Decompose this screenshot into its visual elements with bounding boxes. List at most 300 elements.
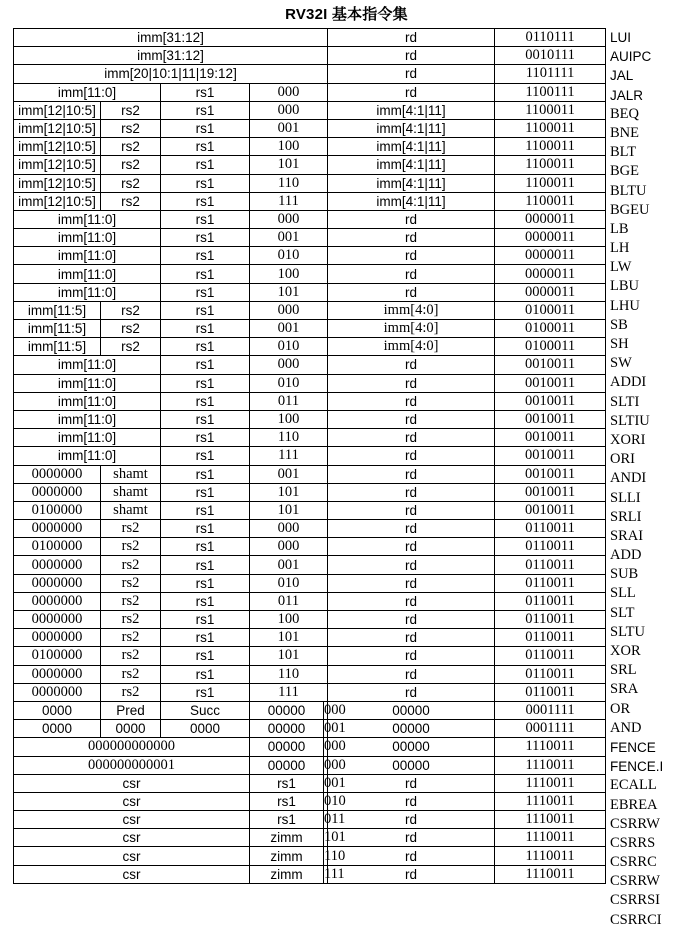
encoding-field-cell: zimm — [250, 865, 324, 883]
instruction-mnemonic: SUB — [610, 566, 639, 583]
encoding-field-cell: rd — [328, 592, 495, 610]
instruction-mnemonic: AUIPC — [610, 49, 652, 65]
instruction-row — [14, 301, 606, 319]
instruction-mnemonic: SRL — [610, 662, 637, 679]
encoding-field-cell: 000000000000 — [14, 738, 250, 756]
encoding-field-cell: 0000 — [101, 720, 161, 738]
instruction-mnemonic: CSRRC — [610, 854, 657, 871]
encoding-field-cell: 1100011 — [495, 156, 606, 174]
encoding-field-cell: rd — [328, 210, 495, 228]
instruction-mnemonic: CSRRSI — [610, 892, 660, 909]
encoding-field-cell: imm[11:0] — [14, 210, 161, 228]
encoding-field-cell: 0000000 — [14, 592, 101, 610]
encoding-field-cell: rd — [328, 520, 495, 538]
instruction-row — [14, 392, 606, 410]
encoding-field-cell: rd — [328, 829, 495, 847]
encoding-field-cell: shamt — [101, 501, 161, 519]
instruction-row — [14, 29, 606, 47]
encoding-field-cell: 000 — [250, 83, 328, 101]
encoding-field-cell: 000 — [250, 210, 328, 228]
instruction-mnemonic: SB — [610, 316, 628, 333]
instruction-mnemonic: LW — [610, 259, 632, 276]
encoding-field-cell: rs1 — [161, 538, 250, 556]
encoding-field-cell: 100 — [250, 410, 328, 428]
encoding-field-cell: rs1 — [161, 265, 250, 283]
encoding-field-cell: 000000000001 — [14, 756, 250, 774]
instruction-row — [14, 447, 606, 465]
instruction-mnemonic: SLTIU — [610, 412, 650, 429]
encoding-field-cell: 0100011 — [495, 320, 606, 338]
encoding-field-cell: rs1 — [161, 556, 250, 574]
encoding-field-cell: rd — [328, 247, 495, 265]
encoding-field-cell: 0100000 — [14, 538, 101, 556]
instruction-mnemonic: SH — [610, 336, 629, 352]
instruction-mnemonic: BNE — [610, 124, 639, 141]
instruction-row — [14, 483, 606, 501]
encoding-field-cell: 011 — [250, 592, 328, 610]
encoding-field-cell: rs2 — [101, 520, 161, 538]
instruction-row — [14, 501, 606, 519]
encoding-field-cell: rd — [328, 392, 495, 410]
encoding-field-cell: rs2 — [101, 119, 161, 137]
encoding-field-cell: imm[11:0] — [14, 229, 161, 247]
instruction-row — [14, 356, 606, 374]
instruction-row — [14, 683, 606, 701]
encoding-field-cell: rd — [328, 483, 495, 501]
encoding-field-cell: imm[12|10:5] — [14, 156, 101, 174]
encoding-field-cell: 110 — [250, 665, 328, 683]
encoding-field-cell: 101 — [250, 501, 328, 519]
encoding-field-cell: 0000000 — [14, 465, 101, 483]
encoding-field-cell: rd — [328, 865, 495, 883]
encoding-field-cell: rs2 — [101, 556, 161, 574]
instruction-row — [14, 65, 606, 83]
instruction-row — [14, 247, 606, 265]
encoding-field-cell: 00000 — [328, 756, 495, 774]
instruction-row — [14, 574, 606, 592]
instruction-mnemonic: SRAI — [610, 527, 644, 544]
encoding-field-cell: 111 — [250, 447, 328, 465]
encoding-field-cell: rd — [328, 429, 495, 447]
encoding-field-cell: 0010011 — [495, 447, 606, 465]
instruction-row — [14, 665, 606, 683]
instruction-mnemonic: SRLI — [610, 508, 642, 525]
encoding-field-cell: rs1 — [161, 683, 250, 701]
encoding-field-cell: 0000000 — [14, 483, 101, 501]
encoding-field-cell: 0010111 — [495, 47, 606, 65]
encoding-field-cell: rs1 — [161, 629, 250, 647]
encoding-field-cell: 111 — [250, 683, 328, 701]
encoding-field-cell: imm[12|10:5] — [14, 119, 101, 137]
encoding-field-cell: rs2 — [101, 683, 161, 701]
encoding-field-cell: imm[11:0] — [14, 410, 161, 428]
instruction-mnemonic: LB — [610, 220, 629, 237]
encoding-field-cell: csr — [14, 774, 250, 792]
encoding-field-cell: rs1 — [161, 192, 250, 210]
encoding-field-cell: 0000000 — [14, 665, 101, 683]
encoding-field-cell: 00000 — [250, 738, 324, 756]
encoding-field-cell: rd — [328, 811, 495, 829]
encoding-field-cell: 100 — [250, 265, 328, 283]
encoding-field-cell: 0000000 — [14, 520, 101, 538]
encoding-field-cell: 1110011 — [495, 774, 606, 792]
encoding-field-cell: 00000 — [250, 756, 324, 774]
encoding-field-cell: 0010011 — [495, 429, 606, 447]
encoding-field-cell: 001 — [250, 229, 328, 247]
encoding-field-cell: 010 — [250, 374, 328, 392]
encoding-field-cell: 000 — [250, 301, 328, 319]
instruction-mnemonic: BEQ — [610, 105, 639, 122]
encoding-field-cell: 0110011 — [495, 574, 606, 592]
instruction-row — [14, 629, 606, 647]
encoding-field-cell: rd — [328, 847, 495, 865]
encoding-field-cell: 0110011 — [495, 647, 606, 665]
encoding-field-cell: 110 — [250, 429, 328, 447]
encoding-field-cell: 0000000 — [14, 611, 101, 629]
encoding-field-cell: rd — [328, 683, 495, 701]
instruction-mnemonic: JAL — [610, 68, 634, 84]
encoding-field-cell: 111 — [250, 192, 328, 210]
encoding-field-cell: rs1 — [161, 465, 250, 483]
encoding-field-cell: 000 — [250, 538, 328, 556]
encoding-field-cell: 0110011 — [495, 629, 606, 647]
encoding-field-cell: 00000 — [328, 720, 495, 738]
encoding-field-cell: rs1 — [161, 392, 250, 410]
encoding-field-cell: imm[4:0] — [328, 301, 495, 319]
encoding-field-cell: rd — [328, 447, 495, 465]
encoding-field-cell: 1110011 — [495, 847, 606, 865]
instruction-mnemonic: OR — [610, 700, 631, 717]
encoding-field-cell: rs1 — [161, 501, 250, 519]
encoding-field-cell: csr — [14, 792, 250, 810]
encoding-field-cell: rs2 — [101, 338, 161, 356]
encoding-field-cell: imm[12|10:5] — [14, 192, 101, 210]
encoding-field-cell: imm[11:0] — [14, 429, 161, 447]
encoding-field-cell: imm[4:0] — [328, 338, 495, 356]
encoding-field-cell: rs1 — [161, 229, 250, 247]
encoding-field-cell: rs1 — [250, 811, 324, 829]
instruction-row — [14, 283, 606, 301]
encoding-field-cell: 011 — [250, 392, 328, 410]
instruction-row — [14, 592, 606, 610]
encoding-field-cell: rd — [328, 774, 495, 792]
encoding-field-cell: 0000 — [14, 701, 101, 719]
encoding-field-cell: 1100011 — [495, 119, 606, 137]
encoding-field-cell: rs1 — [161, 374, 250, 392]
instruction-mnemonic: SLT — [610, 604, 635, 621]
instruction-row — [14, 320, 606, 338]
instruction-mnemonic: SW — [610, 355, 632, 372]
encoding-field-cell: rs1 — [161, 301, 250, 319]
encoding-field-cell: imm[4:1|11] — [328, 119, 495, 137]
encoding-field-cell: imm[11:0] — [14, 447, 161, 465]
instruction-mnemonic: ADD — [610, 547, 642, 564]
encoding-field-cell: 0110011 — [495, 611, 606, 629]
encoding-field-cell: imm[31:12] — [14, 29, 328, 47]
encoding-field-cell: rd — [328, 556, 495, 574]
instruction-row — [14, 811, 606, 829]
encoding-field-cell: 0110011 — [495, 556, 606, 574]
encoding-field-cell: 1100011 — [495, 174, 606, 192]
instruction-row — [14, 374, 606, 392]
encoding-field-cell: 000 — [250, 101, 328, 119]
encoding-field-cell: rd — [328, 265, 495, 283]
encoding-field-cell: 1101111 — [495, 65, 606, 83]
encoding-field-cell: 0110011 — [495, 592, 606, 610]
encoding-field-cell: rd — [328, 47, 495, 65]
encoding-field-cell: rs1 — [161, 138, 250, 156]
instruction-row — [14, 538, 606, 556]
instruction-row — [14, 738, 606, 756]
encoding-field-cell: 0000000 — [14, 629, 101, 647]
encoding-field-cell: 000 — [324, 738, 346, 755]
encoding-field-cell: 0010011 — [495, 374, 606, 392]
instruction-mnemonic: AND — [610, 719, 642, 736]
encoding-field-cell: 1100011 — [495, 138, 606, 156]
encoding-field-cell: 000 — [324, 702, 346, 719]
encoding-field-cell: rd — [328, 356, 495, 374]
instruction-row — [14, 647, 606, 665]
instruction-encoding-table — [13, 28, 606, 884]
encoding-field-cell: rs1 — [161, 83, 250, 101]
instruction-mnemonic: LH — [610, 240, 630, 257]
encoding-field-cell: rs2 — [101, 156, 161, 174]
encoding-field-cell: rd — [328, 501, 495, 519]
encoding-field-cell: 1110011 — [495, 829, 606, 847]
encoding-field-cell: 0110011 — [495, 520, 606, 538]
encoding-field-cell: rd — [328, 538, 495, 556]
instruction-row — [14, 465, 606, 483]
instruction-mnemonic: CSRRCI — [610, 911, 662, 928]
encoding-field-cell: imm[11:0] — [14, 283, 161, 301]
encoding-field-cell: 0000011 — [495, 229, 606, 247]
encoding-field-cell: imm[4:1|11] — [328, 101, 495, 119]
instruction-mnemonic: FENCE.I — [610, 759, 664, 775]
encoding-field-cell: 0010011 — [495, 356, 606, 374]
encoding-field-cell: rs1 — [161, 574, 250, 592]
encoding-field-cell: rd — [328, 647, 495, 665]
instruction-row — [14, 520, 606, 538]
encoding-field-cell: rs2 — [101, 574, 161, 592]
encoding-field-cell: 00000 — [250, 701, 324, 719]
instruction-row — [14, 47, 606, 65]
encoding-field-cell: rs1 — [161, 156, 250, 174]
instruction-mnemonic: FENCE — [610, 739, 656, 755]
encoding-field-cell: Succ — [161, 701, 250, 719]
encoding-field-cell: 0000000 — [14, 556, 101, 574]
instruction-mnemonic: LHU — [610, 297, 640, 314]
instruction-table-body — [14, 29, 606, 884]
encoding-field-cell: rs1 — [161, 520, 250, 538]
encoding-field-cell: 001 — [250, 465, 328, 483]
instruction-mnemonic: JALR — [610, 87, 644, 103]
encoding-field-cell: 0010011 — [495, 483, 606, 501]
instruction-row — [14, 338, 606, 356]
encoding-field-cell: 100 — [250, 611, 328, 629]
encoding-field-cell: rd — [328, 574, 495, 592]
instruction-row — [14, 119, 606, 137]
encoding-field-cell: 1110011 — [495, 738, 606, 756]
encoding-field-cell: imm[11:5] — [14, 301, 101, 319]
instruction-row — [14, 210, 606, 228]
encoding-field-cell: rd — [328, 29, 495, 47]
instruction-row — [14, 174, 606, 192]
encoding-field-cell: 0010011 — [495, 465, 606, 483]
encoding-field-cell: rd — [328, 374, 495, 392]
encoding-field-cell: 0000011 — [495, 265, 606, 283]
encoding-field-cell: imm[4:1|11] — [328, 138, 495, 156]
instruction-mnemonic: ECALL — [610, 777, 657, 794]
encoding-field-cell: imm[12|10:5] — [14, 138, 101, 156]
encoding-field-cell: rd — [328, 792, 495, 810]
encoding-field-cell: 0000011 — [495, 247, 606, 265]
instruction-mnemonic: SRA — [610, 681, 639, 698]
encoding-field-cell: 111 — [324, 865, 345, 882]
encoding-field-cell: rs1 — [161, 101, 250, 119]
encoding-field-cell: rs1 — [161, 283, 250, 301]
encoding-field-cell: rs1 — [161, 210, 250, 228]
encoding-field-cell: 0000000 — [14, 574, 101, 592]
instruction-row — [14, 192, 606, 210]
encoding-field-cell: 000 — [250, 520, 328, 538]
instruction-row — [14, 829, 606, 847]
encoding-field-cell: rd — [328, 410, 495, 428]
instruction-mnemonic: CSRRS — [610, 834, 656, 851]
encoding-field-cell: 001 — [250, 556, 328, 574]
encoding-field-cell: 00000 — [250, 720, 324, 738]
encoding-field-cell: shamt — [101, 465, 161, 483]
encoding-field-cell: 0010011 — [495, 392, 606, 410]
instruction-row — [14, 229, 606, 247]
encoding-field-cell: csr — [14, 811, 250, 829]
encoding-field-cell: 1100111 — [495, 83, 606, 101]
encoding-field-cell: imm[4:1|11] — [328, 192, 495, 210]
encoding-field-cell: rs1 — [161, 119, 250, 137]
encoding-field-cell: 0001111 — [495, 701, 606, 719]
encoding-field-cell: rs1 — [161, 447, 250, 465]
encoding-field-cell: rd — [328, 229, 495, 247]
instruction-mnemonic: XOR — [610, 643, 641, 659]
encoding-field-cell: imm[11:0] — [14, 247, 161, 265]
encoding-field-cell: imm[11:0] — [14, 356, 161, 374]
page-title: RV32I 基本指令集 — [285, 6, 408, 23]
encoding-field-cell: rd — [328, 83, 495, 101]
instruction-row — [14, 847, 606, 865]
encoding-field-cell: shamt — [101, 483, 161, 501]
encoding-field-cell: 1100011 — [495, 192, 606, 210]
encoding-field-cell: 0110011 — [495, 665, 606, 683]
instruction-row — [14, 101, 606, 119]
encoding-field-cell: 1110011 — [495, 792, 606, 810]
encoding-field-cell: 0010011 — [495, 410, 606, 428]
encoding-field-cell: imm[31:12] — [14, 47, 328, 65]
instruction-row — [14, 611, 606, 629]
encoding-field-cell: imm[11:5] — [14, 320, 101, 338]
instruction-row — [14, 792, 606, 810]
mnemonic-column — [610, 28, 693, 930]
encoding-field-cell: zimm — [250, 847, 324, 865]
instruction-mnemonic: ADDI — [610, 374, 647, 391]
encoding-field-cell: 011 — [324, 811, 346, 828]
encoding-field-cell: 0000000 — [14, 683, 101, 701]
encoding-field-cell: 0110011 — [495, 683, 606, 701]
encoding-field-cell: rd — [328, 283, 495, 301]
encoding-field-cell: csr — [14, 829, 250, 847]
instruction-row — [14, 556, 606, 574]
encoding-field-cell: rd — [328, 629, 495, 647]
encoding-field-cell: rs2 — [101, 320, 161, 338]
encoding-field-cell: 1110011 — [495, 865, 606, 883]
encoding-field-cell: imm[11:0] — [14, 265, 161, 283]
encoding-field-cell: 1100011 — [495, 101, 606, 119]
encoding-field-cell: 001 — [250, 320, 328, 338]
instruction-row — [14, 410, 606, 428]
encoding-field-cell: imm[20|10:1|11|19:12] — [14, 65, 328, 83]
encoding-field-cell: 00000 — [328, 738, 495, 756]
encoding-field-cell: rs1 — [161, 483, 250, 501]
encoding-field-cell: 0000011 — [495, 210, 606, 228]
encoding-field-cell: 110 — [324, 847, 346, 864]
encoding-field-cell: 0100011 — [495, 301, 606, 319]
encoding-field-cell: 0000 — [161, 720, 250, 738]
instruction-row — [14, 138, 606, 156]
instruction-row — [14, 774, 606, 792]
encoding-field-cell: 0000 — [14, 720, 101, 738]
encoding-field-cell: 000 — [250, 356, 328, 374]
encoding-field-cell: 101 — [250, 156, 328, 174]
encoding-field-cell: rs1 — [161, 429, 250, 447]
encoding-field-cell: 101 — [250, 483, 328, 501]
encoding-field-cell: 001 — [324, 774, 346, 791]
instruction-row — [14, 701, 606, 719]
encoding-field-cell: rs1 — [161, 247, 250, 265]
encoding-field-cell: rs1 — [161, 611, 250, 629]
instruction-mnemonic: SLTI — [610, 393, 640, 410]
encoding-field-cell: 101 — [250, 629, 328, 647]
encoding-field-cell: imm[4:0] — [328, 320, 495, 338]
encoding-field-cell: zimm — [250, 829, 324, 847]
encoding-field-cell: Pred — [101, 701, 161, 719]
encoding-field-cell: 101 — [250, 647, 328, 665]
instruction-mnemonic: SLLI — [610, 489, 641, 506]
encoding-field-cell: rs1 — [161, 338, 250, 356]
encoding-field-cell: rs1 — [161, 320, 250, 338]
encoding-field-cell: rs1 — [161, 665, 250, 683]
encoding-field-cell: rs1 — [161, 647, 250, 665]
encoding-field-cell: rs1 — [250, 774, 324, 792]
instruction-mnemonic: SLTU — [610, 623, 645, 640]
encoding-field-cell: 010 — [250, 247, 328, 265]
encoding-field-cell: 0000011 — [495, 283, 606, 301]
encoding-field-cell: rs2 — [101, 174, 161, 192]
encoding-field-cell: 001 — [324, 720, 346, 737]
encoding-field-cell: 000 — [324, 756, 346, 773]
encoding-field-cell: imm[4:1|11] — [328, 156, 495, 174]
encoding-field-cell: 0110011 — [495, 538, 606, 556]
encoding-field-cell: imm[11:5] — [14, 338, 101, 356]
instruction-mnemonic: BLT — [610, 144, 637, 161]
encoding-field-cell: rs1 — [161, 592, 250, 610]
encoding-field-cell: imm[11:0] — [14, 83, 161, 101]
encoding-field-cell: 101 — [324, 829, 346, 846]
encoding-field-cell: rs2 — [101, 101, 161, 119]
instruction-mnemonic: CSRRW — [610, 873, 660, 890]
encoding-field-cell: 0001111 — [495, 720, 606, 738]
instruction-mnemonic: ANDI — [610, 470, 647, 487]
encoding-field-cell: imm[12|10:5] — [14, 174, 101, 192]
encoding-field-cell: rs2 — [101, 538, 161, 556]
instruction-mnemonic: LBU — [610, 278, 639, 295]
